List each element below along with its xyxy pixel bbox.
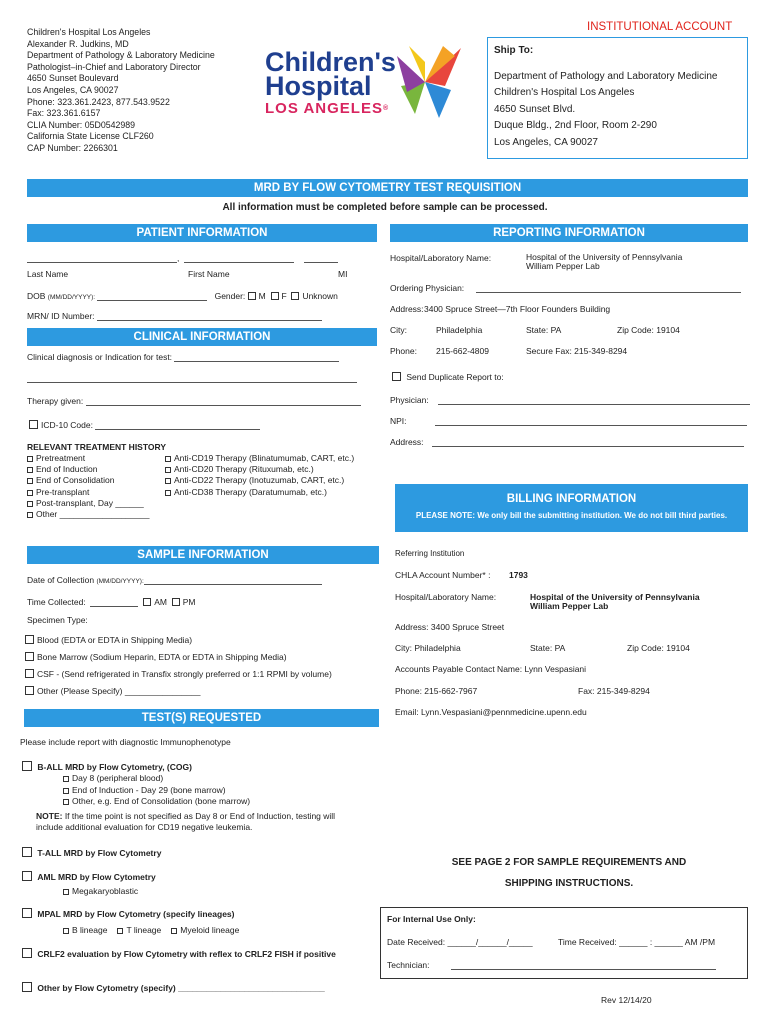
pm-label: PM	[182, 597, 196, 607]
lab-address-line: CLIA Number: 05D0542989	[27, 119, 136, 130]
mpal-lineage-checkbox[interactable]	[63, 928, 69, 934]
history-option-checkbox[interactable]	[27, 512, 33, 518]
history-option-checkbox[interactable]	[27, 478, 33, 484]
history-left-list	[27, 453, 149, 520]
duplicate-checkbox[interactable]	[392, 372, 401, 381]
history-heading: RELEVANT TREATMENT HISTORY	[27, 442, 166, 452]
history-therapy-option-checkbox[interactable]	[165, 467, 171, 473]
am-label: AM	[154, 597, 167, 607]
form-subtitle: All information must be completed before sample can be processed.	[222, 202, 548, 213]
collection-date-row	[27, 575, 322, 585]
ordering-label: Ordering Physician:	[390, 283, 465, 293]
aml-row	[22, 871, 156, 882]
duplicate-label: Send Duplicate Report to:	[406, 372, 504, 382]
gender-m-label: M	[258, 291, 266, 301]
billing-hosp-value-1: Hospital of the University of Pennsylvania	[530, 592, 700, 602]
megakaryoblastic-label: Megakaryoblastic	[72, 886, 139, 896]
gender-unknown-label: Unknown	[302, 291, 338, 301]
technician-field[interactable]	[451, 969, 716, 970]
history-therapy-option-item	[165, 453, 354, 464]
mpal-lineage-label: T lineage	[126, 925, 162, 935]
logo-line-2: Hospital	[265, 71, 372, 101]
dup-physician-row	[390, 395, 750, 405]
ship-to-line: Duque Bldg., 2nd Floor, Room 2-290	[494, 120, 657, 132]
technician-row	[387, 960, 716, 970]
butterfly-icon	[382, 42, 463, 122]
lab-address-line: CAP Number: 2266301	[27, 142, 118, 153]
ball-timepoint-checkbox[interactable]	[63, 788, 69, 794]
clinical-heading: CLINICAL INFORMATION	[27, 328, 377, 346]
history-therapy-option-checkbox[interactable]	[165, 478, 171, 484]
specimen-label: CSF - (Send refrigerated in Transfix strongly preferred or 1:1 RPMI by volume)	[37, 669, 332, 679]
specimen-checkbox[interactable]	[25, 635, 34, 644]
reporting-city-value: Philadelphia	[436, 325, 483, 335]
tall-row	[22, 847, 161, 858]
specimen-option	[25, 666, 332, 683]
reporting-hosp-label: Hospital/Laboratory Name:	[390, 253, 492, 263]
time-collected-row	[27, 597, 195, 607]
gender-f-label: F	[281, 291, 287, 301]
therapy-label: Therapy given:	[27, 396, 84, 406]
history-therapy-option-label: Anti-CD20 Therapy (Rituxumab, etc.)	[174, 464, 314, 475]
logo-line-3: LOS ANGELES	[265, 100, 383, 117]
technician-label: Technician:	[387, 960, 430, 970]
history-option-item	[27, 509, 149, 520]
time-collected-label: Time Collected:	[27, 597, 86, 607]
specimen-option	[25, 683, 332, 700]
history-therapy-option-label: Anti-CD38 Therapy (Daratumumab, etc.)	[174, 486, 327, 497]
history-therapy-option-label: Anti-CD19 Therapy (Blinatumumab, CART, etc.)	[174, 453, 355, 463]
chla-account-value: 1793	[509, 570, 528, 580]
other-test-checkbox[interactable]	[22, 982, 32, 992]
ship-to-line: Children's Hospital Los Angeles	[494, 87, 635, 99]
billing-address: Address: 3400 Spruce Street	[395, 622, 505, 632]
npi-row	[390, 416, 747, 426]
megakaryoblastic-checkbox[interactable]	[63, 889, 69, 895]
history-option-item	[27, 464, 149, 475]
specimen-checkbox[interactable]	[25, 686, 34, 695]
reporting-city-label: City:	[390, 325, 407, 335]
dob-row	[27, 291, 338, 301]
lab-address-line: Alexander R. Judkins, MD	[27, 38, 129, 49]
reporting-hosp-value-1: Hospital of the University of Pennsylvania	[526, 252, 683, 262]
history-therapy-option-checkbox[interactable]	[165, 490, 171, 496]
crlf2-row	[22, 948, 336, 959]
crlf2-checkbox[interactable]	[22, 948, 32, 958]
tests-note: Please include report with diagnostic Immunophenotype	[20, 737, 231, 747]
history-option-checkbox[interactable]	[27, 490, 33, 496]
billing-state: State: PA	[530, 643, 566, 653]
lab-address-block	[27, 27, 215, 155]
diagnosis-field[interactable]	[174, 361, 339, 362]
aml-checkbox[interactable]	[22, 871, 32, 881]
sample-heading: SAMPLE INFORMATION	[27, 546, 379, 564]
am-checkbox[interactable]	[143, 598, 151, 606]
tests-heading: TEST(S) REQUESTED	[24, 709, 379, 727]
specimen-option	[25, 649, 332, 666]
therapy-row	[27, 396, 361, 406]
ball-row	[22, 761, 192, 772]
ship-to-title: Ship To:	[494, 45, 534, 56]
history-option-label: Pre-transplant	[36, 486, 90, 497]
specimen-options	[25, 632, 332, 700]
billing-email: Email: Lynn.Vespasiani@pennmedicine.upenn.edu	[395, 707, 587, 717]
reporting-phone-value: 215-662-4809	[436, 346, 489, 356]
date-received[interactable]: Date Received: ______/______/_____	[387, 937, 533, 947]
mpal-lineage-checkbox[interactable]	[171, 928, 177, 934]
lab-address-line: Los Angeles, CA 90027	[27, 84, 119, 95]
reporting-address-value: 3400 Spruce Street—7th Floor Founders Building	[424, 304, 611, 314]
diagnosis-row	[27, 352, 339, 362]
dob-format: (MM/DD/YYYY):	[47, 294, 96, 301]
reporting-hosp-value-2: William Pepper Lab	[526, 261, 600, 271]
form-title: MRD BY FLOW CYTOMETRY TEST REQUISITION	[27, 179, 748, 197]
history-therapy-option-checkbox[interactable]	[165, 456, 171, 462]
history-option-item	[27, 453, 149, 464]
ball-timepoint-checkbox[interactable]	[63, 776, 69, 782]
ball-timepoint-label: Other, e.g. End of Consolidation (bone marrow)	[72, 796, 251, 807]
ball-timepoint-label: Day 8 (peripheral blood)	[72, 773, 164, 783]
mrn-field[interactable]	[97, 320, 322, 321]
therapy-field[interactable]	[86, 405, 361, 406]
dup-physician-label: Physician:	[390, 395, 429, 405]
ship-to-line: 4650 Sunset Blvd.	[494, 103, 576, 115]
history-therapy-option-label: Anti-CD22 Therapy (Inotuzumab, CART, etc.)	[174, 475, 345, 486]
gender-label: Gender:	[214, 291, 246, 301]
crlf2-label: CRLF2 evaluation by Flow Cytometry with reflex to CRLF2 FISH if positive	[37, 949, 336, 959]
dob-field[interactable]	[97, 300, 207, 301]
mpal-options	[63, 925, 249, 935]
other-test-row	[22, 982, 325, 993]
npi-label: NPI:	[390, 416, 407, 426]
history-option-label: Other ___________________	[36, 509, 150, 520]
reporting-fax: Secure Fax: 215-349-8294	[526, 346, 628, 356]
specimen-label: Blood (EDTA or EDTA in Shipping Media)	[37, 635, 193, 645]
gender-m-checkbox[interactable]	[248, 292, 256, 300]
collection-date-field[interactable]	[144, 584, 322, 585]
billing-heading: BILLING INFORMATION	[506, 493, 637, 505]
ball-timepoint-item	[63, 796, 250, 808]
diagnosis-label: Clinical diagnosis or Indication for test:	[27, 352, 173, 362]
ordering-row	[390, 283, 741, 293]
last-name-label: Last Name	[27, 269, 69, 279]
ship-to-line: Department of Pathology and Laboratory Medicine	[494, 71, 718, 82]
mpal-lineage-checkbox[interactable]	[117, 928, 123, 934]
account-type-label: INSTITUTIONAL ACCOUNT	[587, 21, 733, 33]
collection-date-format: (MM/DD/YYYY):	[96, 578, 144, 585]
reporting-state: State: PA	[526, 325, 562, 335]
dup-address-label: Address:	[390, 437, 424, 447]
patient-name-lines[interactable]: ,	[27, 253, 338, 263]
history-option-label: Post-transplant, Day ______	[36, 497, 144, 508]
specimen-type-label: Specimen Type:	[27, 615, 88, 625]
lab-address-line: Pathologist–in-Chief and Laboratory Director	[27, 61, 201, 72]
reporting-phone-label: Phone:	[390, 346, 417, 356]
first-name-label: First Name	[188, 269, 230, 279]
specimen-label: Other (Please Specify) ________________	[37, 686, 201, 696]
dup-address-row	[390, 437, 744, 447]
icd-row	[29, 420, 260, 430]
billing-hosp-label: Hospital/Laboratory Name:	[395, 592, 497, 602]
reporting-address-label: Address:	[390, 304, 424, 314]
gender-unknown-checkbox[interactable]	[291, 292, 299, 300]
billing-banner	[395, 484, 748, 532]
billing-hosp-value-2: William Pepper Lab	[530, 601, 609, 611]
gender-f-checkbox[interactable]	[271, 292, 279, 300]
history-option-label: Pretreatment	[36, 453, 86, 463]
specimen-checkbox[interactable]	[25, 652, 34, 661]
mpal-checkbox[interactable]	[22, 908, 32, 918]
specimen-label: Bone Marrow (Sodium Heparin, EDTA or EDTA in Shipping Media)	[37, 652, 287, 662]
reporting-zip: Zip Code: 19104	[617, 325, 680, 335]
lab-address-line: California State License CLF260	[27, 131, 154, 142]
see-page-2-line-1: SEE PAGE 2 FOR SAMPLE REQUIREMENTS AND	[451, 857, 687, 868]
logo-line-1: Children's	[265, 47, 396, 77]
ball-note-text-b: include additional evaluation for CD19 negative leukemia.	[36, 822, 253, 832]
history-option-checkbox[interactable]	[27, 467, 33, 473]
history-option-label: End of Consolidation	[36, 475, 115, 486]
icd-field[interactable]	[95, 429, 260, 430]
time-received[interactable]: Time Received: ______ : ______ AM /PM	[558, 937, 716, 947]
lab-address-line: 4650 Sunset Boulevard	[27, 73, 119, 84]
history-right-list	[165, 453, 354, 498]
history-option-item	[27, 487, 149, 498]
aml-label: AML MRD by Flow Cytometry	[37, 872, 156, 882]
lab-address-line: Children's Hospital Los Angeles	[27, 27, 151, 37]
internal-use-title: For Internal Use Only:	[387, 914, 476, 924]
icd-checkbox[interactable]	[29, 420, 38, 429]
tall-label: T-ALL MRD by Flow Cytometry	[37, 848, 162, 858]
patient-heading: PATIENT INFORMATION	[27, 224, 377, 242]
mrn-row	[27, 311, 322, 321]
ball-note-label: NOTE:	[36, 811, 63, 821]
dup-address-field[interactable]	[432, 446, 744, 447]
history-therapy-option-item	[165, 487, 354, 498]
history-option-item	[27, 475, 149, 486]
billing-note: PLEASE NOTE: We only bill the submitting institution. We do not bill third parties.	[415, 511, 728, 520]
history-option-label: End of Induction	[36, 464, 98, 475]
see-page-2-line-2: SHIPPING INSTRUCTIONS.	[504, 878, 634, 889]
revision-date: Rev 12/14/20	[601, 995, 652, 1005]
mpal-label: MPAL MRD by Flow Cytometry (specify lineages)	[37, 909, 235, 919]
ship-to-address	[494, 69, 717, 151]
lab-address-line: Phone: 323.361.2423, 877.543.9522	[27, 96, 170, 107]
mpal-row	[22, 908, 235, 919]
diagnosis-field-2[interactable]	[27, 382, 357, 383]
ball-timepoint-checkbox[interactable]	[63, 799, 69, 805]
billing-phone: Phone: 215-662-7967	[395, 686, 478, 696]
ball-timepoint-item	[63, 785, 250, 797]
ship-to-line: Los Angeles, CA 90027	[494, 136, 598, 148]
collection-date-label: Date of Collection	[27, 575, 95, 585]
ship-to-box	[487, 37, 748, 159]
icd-label: ICD-10 Code:	[41, 420, 93, 430]
billing-fax: Fax: 215-349-8294	[578, 686, 650, 696]
reporting-heading: REPORTING INFORMATION	[390, 224, 748, 242]
history-therapy-option-item	[165, 475, 354, 486]
billing-zip: Zip Code: 19104	[627, 643, 690, 653]
ball-note	[36, 811, 335, 833]
ball-timepoint-item	[63, 773, 250, 785]
tall-checkbox[interactable]	[22, 847, 32, 857]
logo-reg: ®	[382, 105, 390, 112]
history-option-checkbox[interactable]	[27, 456, 33, 462]
billing-ap-contact: Accounts Payable Contact Name: Lynn Vespasiani	[395, 664, 587, 674]
duplicate-row	[392, 372, 504, 382]
dup-physician-field[interactable]	[438, 404, 750, 405]
history-therapy-option-item	[165, 464, 354, 475]
mpal-lineage-label: Myeloid lineage	[180, 925, 240, 935]
npi-field[interactable]	[435, 425, 747, 426]
ball-options	[63, 773, 250, 808]
ordering-field[interactable]	[476, 292, 741, 293]
aml-option	[63, 886, 138, 896]
lab-address-line: Department of Pathology & Laboratory Medicine	[27, 50, 215, 61]
specimen-checkbox[interactable]	[25, 669, 34, 678]
ball-checkbox[interactable]	[22, 761, 32, 771]
ball-label: B-ALL MRD by Flow Cytometry, (COG)	[37, 762, 192, 772]
pm-checkbox[interactable]	[172, 598, 180, 606]
mi-label: MI	[338, 269, 348, 279]
mpal-lineage-label: B lineage	[72, 925, 108, 935]
billing-city: City: Philadelphia	[395, 643, 461, 653]
lab-address-line: Fax: 323.361.6157	[27, 108, 101, 119]
referring-label: Referring Institution	[395, 549, 465, 558]
internal-use-box	[380, 907, 748, 979]
other-test-label: Other by Flow Cytometry (specify) _______________________________	[37, 983, 325, 993]
specimen-option	[25, 632, 332, 649]
ball-timepoint-label: End of Induction - Day 29 (bone marrow)	[72, 784, 226, 795]
history-option-item	[27, 498, 149, 509]
ball-note-text-a: If the time point is not specified as Day 8 or End of Induction, testing will	[62, 811, 336, 821]
history-option-checkbox[interactable]	[27, 501, 33, 507]
dob-label: DOB	[27, 291, 46, 301]
time-collected-field[interactable]	[90, 606, 138, 607]
chla-account-label: CHLA Account Number* :	[395, 570, 491, 580]
mrn-label: MRN/ ID Number:	[27, 311, 95, 321]
